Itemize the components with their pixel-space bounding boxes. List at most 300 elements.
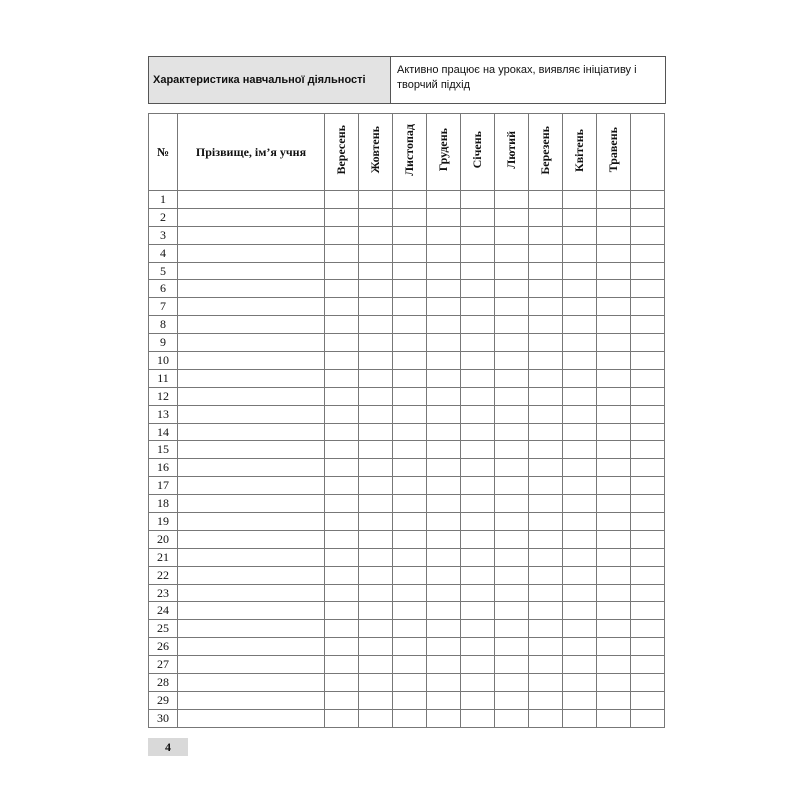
month-cell[interactable] — [563, 226, 597, 244]
month-cell[interactable] — [427, 477, 461, 495]
month-cell[interactable] — [393, 459, 427, 477]
student-name-cell[interactable] — [178, 226, 325, 244]
month-cell[interactable] — [495, 602, 529, 620]
month-cell[interactable] — [495, 280, 529, 298]
month-cell[interactable] — [597, 656, 631, 674]
month-cell[interactable] — [529, 674, 563, 692]
month-cell[interactable] — [359, 441, 393, 459]
month-cell[interactable] — [359, 638, 393, 656]
month-cell[interactable] — [427, 387, 461, 405]
month-cell[interactable] — [393, 566, 427, 584]
month-cell[interactable] — [461, 477, 495, 495]
student-name-cell[interactable] — [178, 352, 325, 370]
month-cell[interactable] — [563, 244, 597, 262]
month-cell[interactable] — [393, 656, 427, 674]
month-cell[interactable] — [563, 620, 597, 638]
month-cell[interactable] — [529, 441, 563, 459]
month-cell[interactable] — [461, 674, 495, 692]
month-cell[interactable] — [461, 316, 495, 334]
month-cell[interactable] — [597, 298, 631, 316]
student-name-cell[interactable] — [178, 191, 325, 209]
month-cell[interactable] — [563, 638, 597, 656]
month-cell[interactable] — [631, 423, 665, 441]
month-cell[interactable] — [563, 208, 597, 226]
month-cell[interactable] — [563, 387, 597, 405]
month-cell[interactable] — [597, 584, 631, 602]
month-cell[interactable] — [393, 226, 427, 244]
month-cell[interactable] — [325, 298, 359, 316]
month-cell[interactable] — [597, 638, 631, 656]
month-cell[interactable] — [427, 298, 461, 316]
month-cell[interactable] — [597, 316, 631, 334]
month-cell[interactable] — [563, 584, 597, 602]
student-name-cell[interactable] — [178, 656, 325, 674]
month-cell[interactable] — [393, 441, 427, 459]
month-cell[interactable] — [393, 513, 427, 531]
month-cell[interactable] — [427, 691, 461, 709]
month-cell[interactable] — [495, 459, 529, 477]
month-cell[interactable] — [597, 352, 631, 370]
month-cell[interactable] — [597, 423, 631, 441]
month-cell[interactable] — [631, 548, 665, 566]
month-cell[interactable] — [631, 495, 665, 513]
month-cell[interactable] — [325, 441, 359, 459]
month-cell[interactable] — [597, 262, 631, 280]
month-cell[interactable] — [359, 334, 393, 352]
month-cell[interactable] — [325, 459, 359, 477]
month-cell[interactable] — [393, 244, 427, 262]
student-name-cell[interactable] — [178, 584, 325, 602]
month-cell[interactable] — [529, 226, 563, 244]
month-cell[interactable] — [631, 334, 665, 352]
month-cell[interactable] — [631, 298, 665, 316]
month-cell[interactable] — [563, 602, 597, 620]
month-cell[interactable] — [359, 369, 393, 387]
month-cell[interactable] — [631, 602, 665, 620]
month-cell[interactable] — [325, 548, 359, 566]
month-cell[interactable] — [631, 584, 665, 602]
month-cell[interactable] — [393, 602, 427, 620]
month-cell[interactable] — [393, 477, 427, 495]
month-cell[interactable] — [631, 566, 665, 584]
month-cell[interactable] — [461, 298, 495, 316]
month-cell[interactable] — [427, 513, 461, 531]
month-cell[interactable] — [427, 709, 461, 727]
month-cell[interactable] — [495, 423, 529, 441]
month-cell[interactable] — [325, 262, 359, 280]
month-cell[interactable] — [597, 548, 631, 566]
month-cell[interactable] — [427, 316, 461, 334]
month-cell[interactable] — [597, 709, 631, 727]
month-cell[interactable] — [495, 334, 529, 352]
month-cell[interactable] — [563, 459, 597, 477]
month-cell[interactable] — [563, 477, 597, 495]
month-cell[interactable] — [427, 566, 461, 584]
student-name-cell[interactable] — [178, 495, 325, 513]
student-name-cell[interactable] — [178, 548, 325, 566]
month-cell[interactable] — [427, 244, 461, 262]
month-cell[interactable] — [461, 244, 495, 262]
month-cell[interactable] — [325, 387, 359, 405]
month-cell[interactable] — [563, 369, 597, 387]
month-cell[interactable] — [325, 584, 359, 602]
month-cell[interactable] — [597, 495, 631, 513]
month-cell[interactable] — [359, 387, 393, 405]
month-cell[interactable] — [427, 352, 461, 370]
month-cell[interactable] — [393, 208, 427, 226]
month-cell[interactable] — [495, 262, 529, 280]
month-cell[interactable] — [529, 513, 563, 531]
month-cell[interactable] — [393, 352, 427, 370]
month-cell[interactable] — [597, 405, 631, 423]
month-cell[interactable] — [529, 709, 563, 727]
month-cell[interactable] — [495, 208, 529, 226]
month-cell[interactable] — [461, 530, 495, 548]
month-cell[interactable] — [529, 656, 563, 674]
month-cell[interactable] — [393, 674, 427, 692]
month-cell[interactable] — [461, 584, 495, 602]
month-cell[interactable] — [631, 441, 665, 459]
month-cell[interactable] — [359, 459, 393, 477]
month-cell[interactable] — [563, 495, 597, 513]
month-cell[interactable] — [325, 191, 359, 209]
month-cell[interactable] — [529, 477, 563, 495]
month-cell[interactable] — [529, 638, 563, 656]
month-cell[interactable] — [631, 405, 665, 423]
month-cell[interactable] — [461, 405, 495, 423]
month-cell[interactable] — [529, 602, 563, 620]
student-name-cell[interactable] — [178, 334, 325, 352]
month-cell[interactable] — [563, 674, 597, 692]
month-cell[interactable] — [325, 316, 359, 334]
month-cell[interactable] — [631, 620, 665, 638]
month-cell[interactable] — [393, 262, 427, 280]
student-name-cell[interactable] — [178, 530, 325, 548]
month-cell[interactable] — [597, 620, 631, 638]
month-cell[interactable] — [461, 352, 495, 370]
month-cell[interactable] — [597, 387, 631, 405]
month-cell[interactable] — [495, 584, 529, 602]
month-cell[interactable] — [359, 316, 393, 334]
student-name-cell[interactable] — [178, 566, 325, 584]
month-cell[interactable] — [563, 334, 597, 352]
month-cell[interactable] — [427, 656, 461, 674]
month-cell[interactable] — [597, 513, 631, 531]
month-cell[interactable] — [631, 656, 665, 674]
month-cell[interactable] — [359, 280, 393, 298]
month-cell[interactable] — [597, 459, 631, 477]
month-cell[interactable] — [597, 226, 631, 244]
month-cell[interactable] — [563, 656, 597, 674]
month-cell[interactable] — [427, 530, 461, 548]
month-cell[interactable] — [427, 423, 461, 441]
month-cell[interactable] — [529, 620, 563, 638]
month-cell[interactable] — [495, 548, 529, 566]
month-cell[interactable] — [359, 709, 393, 727]
month-cell[interactable] — [563, 566, 597, 584]
month-cell[interactable] — [325, 602, 359, 620]
month-cell[interactable] — [461, 441, 495, 459]
month-cell[interactable] — [495, 477, 529, 495]
month-cell[interactable] — [461, 387, 495, 405]
month-cell[interactable] — [427, 495, 461, 513]
month-cell[interactable] — [393, 495, 427, 513]
student-name-cell[interactable] — [178, 441, 325, 459]
month-cell[interactable] — [461, 656, 495, 674]
month-cell[interactable] — [495, 441, 529, 459]
month-cell[interactable] — [529, 691, 563, 709]
month-cell[interactable] — [427, 405, 461, 423]
month-cell[interactable] — [393, 369, 427, 387]
month-cell[interactable] — [359, 405, 393, 423]
month-cell[interactable] — [597, 208, 631, 226]
month-cell[interactable] — [359, 262, 393, 280]
month-cell[interactable] — [359, 352, 393, 370]
month-cell[interactable] — [495, 566, 529, 584]
month-cell[interactable] — [529, 208, 563, 226]
month-cell[interactable] — [495, 405, 529, 423]
month-cell[interactable] — [359, 530, 393, 548]
student-name-cell[interactable] — [178, 387, 325, 405]
month-cell[interactable] — [393, 530, 427, 548]
month-cell[interactable] — [393, 280, 427, 298]
month-cell[interactable] — [495, 244, 529, 262]
month-cell[interactable] — [563, 262, 597, 280]
student-name-cell[interactable] — [178, 674, 325, 692]
month-cell[interactable] — [359, 423, 393, 441]
month-cell[interactable] — [631, 387, 665, 405]
month-cell[interactable] — [461, 459, 495, 477]
month-cell[interactable] — [631, 477, 665, 495]
month-cell[interactable] — [597, 602, 631, 620]
month-cell[interactable] — [495, 691, 529, 709]
month-cell[interactable] — [631, 369, 665, 387]
month-cell[interactable] — [495, 530, 529, 548]
month-cell[interactable] — [495, 369, 529, 387]
month-cell[interactable] — [495, 387, 529, 405]
month-cell[interactable] — [427, 674, 461, 692]
month-cell[interactable] — [325, 566, 359, 584]
month-cell[interactable] — [325, 620, 359, 638]
month-cell[interactable] — [461, 423, 495, 441]
month-cell[interactable] — [529, 191, 563, 209]
month-cell[interactable] — [427, 191, 461, 209]
month-cell[interactable] — [325, 656, 359, 674]
month-cell[interactable] — [359, 584, 393, 602]
month-cell[interactable] — [461, 566, 495, 584]
student-name-cell[interactable] — [178, 459, 325, 477]
month-cell[interactable] — [529, 387, 563, 405]
month-cell[interactable] — [325, 709, 359, 727]
month-cell[interactable] — [427, 620, 461, 638]
month-cell[interactable] — [597, 441, 631, 459]
month-cell[interactable] — [325, 334, 359, 352]
month-cell[interactable] — [597, 244, 631, 262]
student-name-cell[interactable] — [178, 369, 325, 387]
month-cell[interactable] — [631, 316, 665, 334]
month-cell[interactable] — [461, 709, 495, 727]
month-cell[interactable] — [325, 369, 359, 387]
month-cell[interactable] — [495, 191, 529, 209]
month-cell[interactable] — [529, 334, 563, 352]
month-cell[interactable] — [495, 495, 529, 513]
month-cell[interactable] — [359, 244, 393, 262]
student-name-cell[interactable] — [178, 477, 325, 495]
month-cell[interactable] — [393, 584, 427, 602]
month-cell[interactable] — [359, 602, 393, 620]
month-cell[interactable] — [529, 548, 563, 566]
month-cell[interactable] — [461, 548, 495, 566]
month-cell[interactable] — [563, 405, 597, 423]
month-cell[interactable] — [359, 620, 393, 638]
month-cell[interactable] — [325, 352, 359, 370]
month-cell[interactable] — [325, 423, 359, 441]
month-cell[interactable] — [529, 584, 563, 602]
month-cell[interactable] — [461, 495, 495, 513]
student-name-cell[interactable] — [178, 280, 325, 298]
month-cell[interactable] — [393, 334, 427, 352]
month-cell[interactable] — [495, 638, 529, 656]
month-cell[interactable] — [427, 638, 461, 656]
student-name-cell[interactable] — [178, 298, 325, 316]
month-cell[interactable] — [427, 208, 461, 226]
month-cell[interactable] — [427, 584, 461, 602]
month-cell[interactable] — [359, 298, 393, 316]
month-cell[interactable] — [325, 226, 359, 244]
student-name-cell[interactable] — [178, 602, 325, 620]
month-cell[interactable] — [631, 208, 665, 226]
month-cell[interactable] — [631, 709, 665, 727]
month-cell[interactable] — [529, 280, 563, 298]
month-cell[interactable] — [325, 495, 359, 513]
month-cell[interactable] — [563, 530, 597, 548]
month-cell[interactable] — [461, 620, 495, 638]
month-cell[interactable] — [529, 298, 563, 316]
month-cell[interactable] — [563, 709, 597, 727]
month-cell[interactable] — [461, 208, 495, 226]
month-cell[interactable] — [359, 495, 393, 513]
month-cell[interactable] — [325, 208, 359, 226]
month-cell[interactable] — [563, 691, 597, 709]
month-cell[interactable] — [631, 280, 665, 298]
month-cell[interactable] — [427, 334, 461, 352]
month-cell[interactable] — [325, 530, 359, 548]
month-cell[interactable] — [325, 244, 359, 262]
month-cell[interactable] — [461, 369, 495, 387]
month-cell[interactable] — [529, 369, 563, 387]
month-cell[interactable] — [563, 316, 597, 334]
month-cell[interactable] — [359, 674, 393, 692]
month-cell[interactable] — [325, 513, 359, 531]
month-cell[interactable] — [393, 405, 427, 423]
month-cell[interactable] — [631, 530, 665, 548]
month-cell[interactable] — [427, 226, 461, 244]
month-cell[interactable] — [461, 191, 495, 209]
month-cell[interactable] — [529, 352, 563, 370]
month-cell[interactable] — [393, 638, 427, 656]
month-cell[interactable] — [529, 530, 563, 548]
month-cell[interactable] — [563, 191, 597, 209]
month-cell[interactable] — [427, 548, 461, 566]
month-cell[interactable] — [563, 423, 597, 441]
month-cell[interactable] — [461, 513, 495, 531]
month-cell[interactable] — [461, 334, 495, 352]
month-cell[interactable] — [597, 369, 631, 387]
month-cell[interactable] — [461, 262, 495, 280]
month-cell[interactable] — [631, 638, 665, 656]
month-cell[interactable] — [427, 280, 461, 298]
month-cell[interactable] — [427, 459, 461, 477]
month-cell[interactable] — [495, 674, 529, 692]
student-name-cell[interactable] — [178, 244, 325, 262]
month-cell[interactable] — [563, 548, 597, 566]
month-cell[interactable] — [563, 513, 597, 531]
month-cell[interactable] — [325, 691, 359, 709]
month-cell[interactable] — [359, 208, 393, 226]
month-cell[interactable] — [325, 280, 359, 298]
month-cell[interactable] — [461, 691, 495, 709]
month-cell[interactable] — [393, 620, 427, 638]
month-cell[interactable] — [597, 191, 631, 209]
student-name-cell[interactable] — [178, 405, 325, 423]
student-name-cell[interactable] — [178, 316, 325, 334]
month-cell[interactable] — [393, 316, 427, 334]
month-cell[interactable] — [563, 352, 597, 370]
month-cell[interactable] — [325, 674, 359, 692]
month-cell[interactable] — [563, 280, 597, 298]
month-cell[interactable] — [461, 280, 495, 298]
student-name-cell[interactable] — [178, 208, 325, 226]
month-cell[interactable] — [393, 709, 427, 727]
month-cell[interactable] — [393, 691, 427, 709]
month-cell[interactable] — [597, 691, 631, 709]
month-cell[interactable] — [427, 262, 461, 280]
month-cell[interactable] — [631, 226, 665, 244]
month-cell[interactable] — [631, 459, 665, 477]
month-cell[interactable] — [427, 602, 461, 620]
month-cell[interactable] — [529, 566, 563, 584]
month-cell[interactable] — [529, 459, 563, 477]
month-cell[interactable] — [325, 405, 359, 423]
month-cell[interactable] — [461, 638, 495, 656]
month-cell[interactable] — [393, 298, 427, 316]
month-cell[interactable] — [359, 566, 393, 584]
student-name-cell[interactable] — [178, 691, 325, 709]
month-cell[interactable] — [597, 334, 631, 352]
month-cell[interactable] — [495, 316, 529, 334]
month-cell[interactable] — [393, 387, 427, 405]
month-cell[interactable] — [631, 262, 665, 280]
month-cell[interactable] — [461, 602, 495, 620]
month-cell[interactable] — [461, 226, 495, 244]
month-cell[interactable] — [393, 423, 427, 441]
month-cell[interactable] — [529, 495, 563, 513]
month-cell[interactable] — [631, 191, 665, 209]
month-cell[interactable] — [597, 566, 631, 584]
month-cell[interactable] — [631, 674, 665, 692]
month-cell[interactable] — [631, 691, 665, 709]
month-cell[interactable] — [427, 441, 461, 459]
student-name-cell[interactable] — [178, 262, 325, 280]
month-cell[interactable] — [529, 262, 563, 280]
month-cell[interactable] — [495, 513, 529, 531]
month-cell[interactable] — [529, 423, 563, 441]
student-name-cell[interactable] — [178, 638, 325, 656]
student-name-cell[interactable] — [178, 620, 325, 638]
month-cell[interactable] — [325, 477, 359, 495]
month-cell[interactable] — [495, 226, 529, 244]
month-cell[interactable] — [427, 369, 461, 387]
